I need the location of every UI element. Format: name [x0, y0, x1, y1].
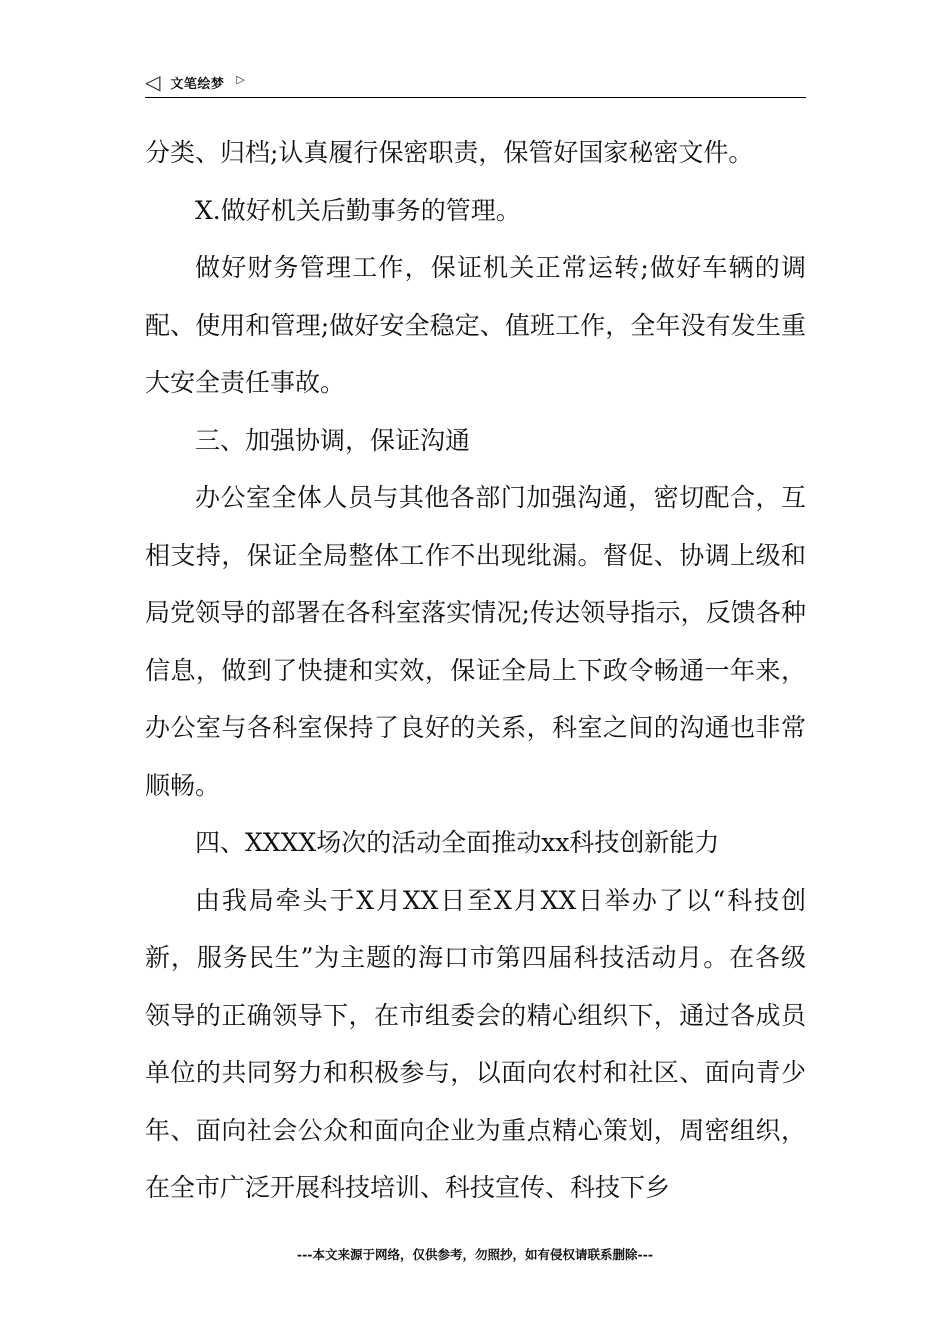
page-header [145, 72, 245, 92]
document-body [145, 124, 806, 1217]
paragraph-3: 做好财务管理工作，保证机关正常运转;做好车辆的调配、使用和管理;做好安全稳定、值班工作，全年没有发生重大安全责任事故。 [145, 253, 806, 397]
page-footer-disclaimer: ---本文来源于网络，仅供参考，勿照抄，如有侵权请联系删除--- [296, 1247, 654, 1262]
header-divider [145, 97, 806, 98]
section-heading-3: 三、加强协调，保证沟通 [195, 425, 471, 455]
right-triangle-icon: ▷ [236, 72, 245, 86]
paragraph-5: 办公室全体人员与其他各部门加强沟通，密切配合，互相支持，保证全局整体工作不出现纰漏。督促、协调上级和局党领导的部署在各科室落实情况;传达领导指示，反馈各种信息，做到了快捷和实效，保证全局上下政令畅通一年来，办公室与各科室保持了良好的关系，科室之间的沟通也非常顺畅。 [145, 483, 806, 800]
header-title: 文笔绘梦 [170, 76, 225, 92]
section-heading-4: 四、XXXX场次的活动全面推动xx科技创新能力 [195, 828, 720, 857]
paragraph-7: 由我局牵头于X月XX日至X月XX日举办了以“科技创新，服务民生”为主题的海口市第四届科技活动月。在各级领导的正确领导下，在市组委会的精心组织下，通过各成员单位的共同努力和积极参与，以面向农村和社区、面向青少年、面向社会公众和面向企业为重点精心策划，周密组织，在全市广泛开展科技培训、科技宣传、科技下乡 [145, 885, 806, 1202]
paragraph-1: 分类、归档;认真履行保密职责，保管好国家秘密文件。 [145, 138, 754, 167]
paragraph-2-heading: X.做好机关后勤事务的管理。 [195, 195, 521, 225]
left-triangle-icon: ◁ [145, 70, 161, 94]
